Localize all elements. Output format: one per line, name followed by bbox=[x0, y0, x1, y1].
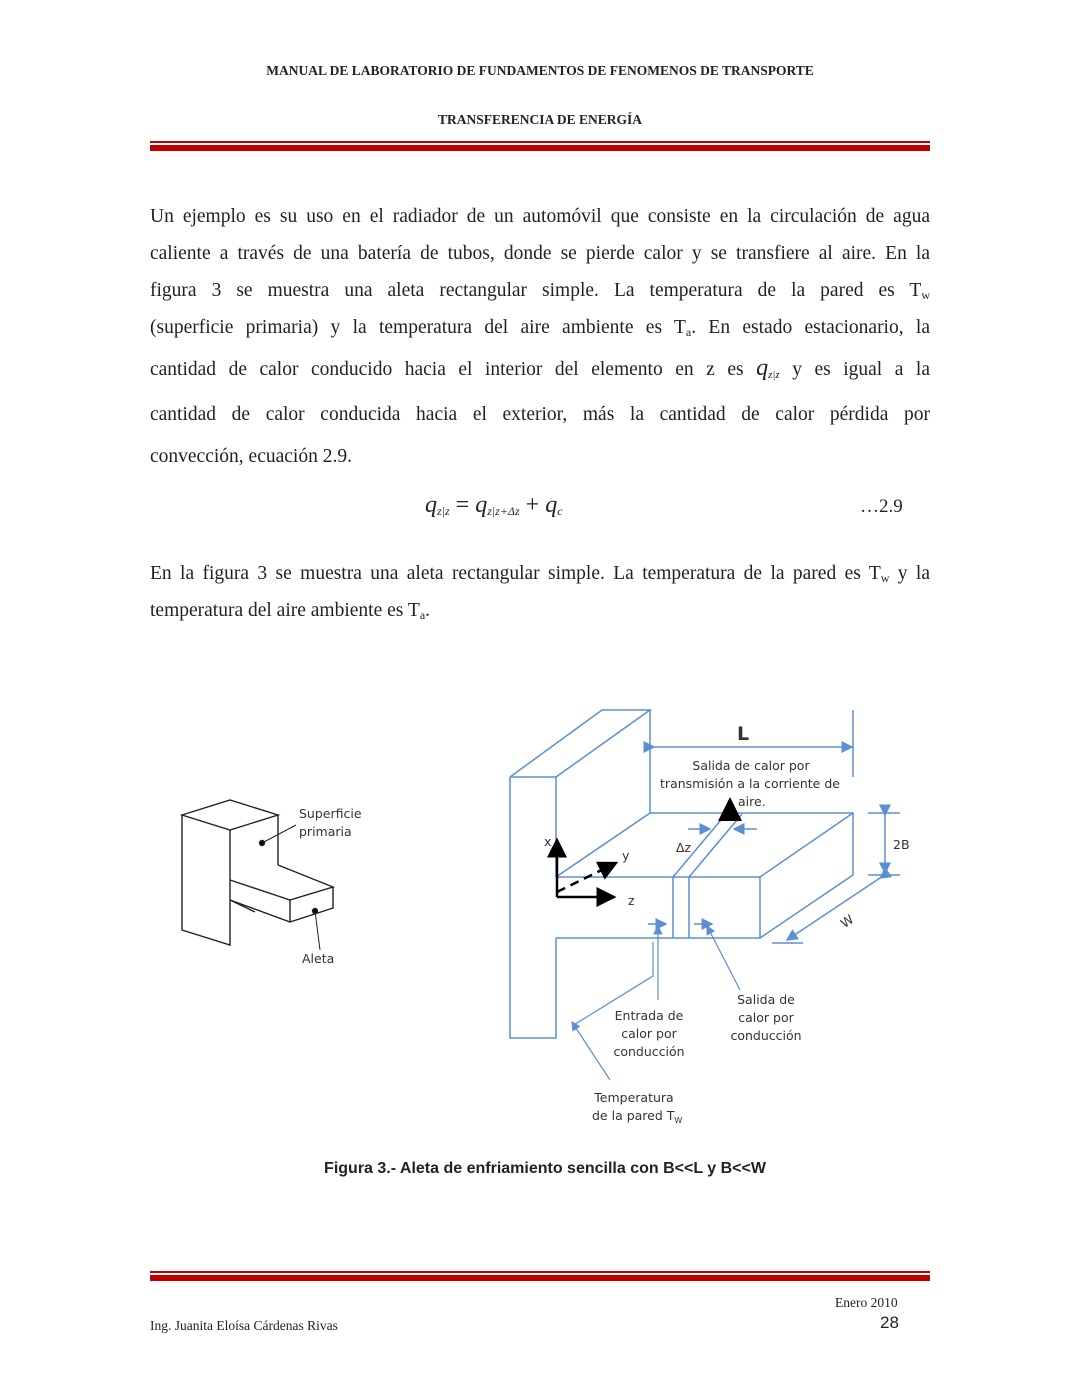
label-L: L bbox=[737, 723, 750, 745]
subscript: a bbox=[419, 608, 426, 622]
label-delta-z: Δz bbox=[676, 840, 692, 855]
label-salida-top-3: aire. bbox=[738, 794, 766, 809]
label-aleta: Aleta bbox=[302, 951, 335, 966]
label-salida-top-1: Salida de calor por bbox=[692, 758, 810, 773]
text: y la bbox=[889, 563, 930, 584]
equation-number: …2.9 bbox=[860, 496, 903, 517]
label-primaria: primaria bbox=[299, 824, 352, 839]
label-entrada-2: calor por bbox=[621, 1026, 677, 1041]
axis-x-label: x bbox=[544, 834, 552, 849]
label-superficie: Superficie bbox=[299, 806, 362, 821]
plus-sign: + bbox=[519, 492, 546, 518]
subscript: c bbox=[557, 504, 563, 518]
footer-date: Enero 2010 bbox=[835, 1295, 898, 1310]
label-salida-top-2: transmisión a la corriente de bbox=[660, 776, 840, 791]
coordinate-axes bbox=[557, 800, 730, 897]
subscript: z|z+Δz bbox=[487, 504, 520, 518]
text-line: caliente a través de una batería de tubos, donde se pierde calor y se transfiere al aire. En la bbox=[150, 243, 930, 264]
label-entrada-1: Entrada de bbox=[614, 1008, 684, 1023]
text: . bbox=[425, 600, 431, 621]
math-symbol: q bbox=[425, 492, 437, 518]
subscript: w bbox=[880, 571, 890, 585]
text: . En estado estacionario, la bbox=[691, 317, 930, 338]
figure-caption: Figura 3.- Aleta de enfriamiento sencilla con B<<L y B<<W bbox=[324, 1160, 766, 1177]
text: cantidad de calor conducido hacia el interior del elemento en z es bbox=[150, 359, 757, 380]
label-2B: 2B bbox=[893, 837, 910, 852]
subscript: a bbox=[685, 325, 692, 339]
text-line: convección, ecuación 2.9. bbox=[150, 446, 352, 467]
footer-author: Ing. Juanita Eloísa Cárdenas Rivas bbox=[150, 1318, 338, 1333]
header-title: MANUAL DE LABORATORIO DE FUNDAMENTOS DE FENOMENOS DE TRANSPORTE bbox=[266, 63, 814, 78]
text: temperatura del aire ambiente es T bbox=[150, 600, 420, 621]
label-temperatura-1: Temperatura bbox=[594, 1090, 674, 1105]
label-salida-3: conducción bbox=[730, 1028, 802, 1043]
label-salida-2: calor por bbox=[738, 1010, 794, 1025]
label-temperatura-2 bbox=[592, 1108, 682, 1125]
fin-sketch-isometric bbox=[182, 800, 333, 950]
subscript: z|z bbox=[768, 369, 780, 381]
subscript: z|z bbox=[437, 504, 450, 518]
text: En la figura 3 se muestra una aleta rectangular simple. La temperatura de la pared es T bbox=[150, 563, 881, 584]
label-W: W bbox=[837, 911, 857, 931]
page-number: 28 bbox=[880, 1313, 899, 1332]
text-line: cantidad de calor conducida hacia el exterior, más la cantidad de calor pérdida por bbox=[150, 404, 930, 425]
math-symbol: q bbox=[545, 492, 558, 518]
label-salida-1: Salida de bbox=[737, 992, 795, 1007]
text: y es igual a la bbox=[779, 359, 930, 380]
math-symbol: q bbox=[756, 355, 769, 381]
text: (superficie primaria) y la temperatura del aire ambiente es T bbox=[150, 317, 686, 338]
header-subtitle: TRANSFERENCIA DE ENERGÍA bbox=[437, 112, 643, 127]
subscript: w bbox=[921, 288, 930, 302]
math-symbol: q bbox=[475, 492, 488, 518]
subscript: W bbox=[674, 1116, 683, 1125]
axis-z-label: z bbox=[628, 893, 635, 908]
footer-divider bbox=[150, 1271, 930, 1281]
label-entrada-3: conducción bbox=[613, 1044, 685, 1059]
text: de la pared T bbox=[592, 1108, 675, 1123]
text: figura 3 se muestra una aleta rectangular simple. La temperatura de la pared es T bbox=[150, 280, 922, 301]
text-line: Un ejemplo es su uso en el radiador de un automóvil que consiste en la circulación de agua bbox=[150, 206, 930, 227]
axis-y-label: y bbox=[622, 848, 630, 863]
equals-sign: = bbox=[449, 492, 476, 518]
